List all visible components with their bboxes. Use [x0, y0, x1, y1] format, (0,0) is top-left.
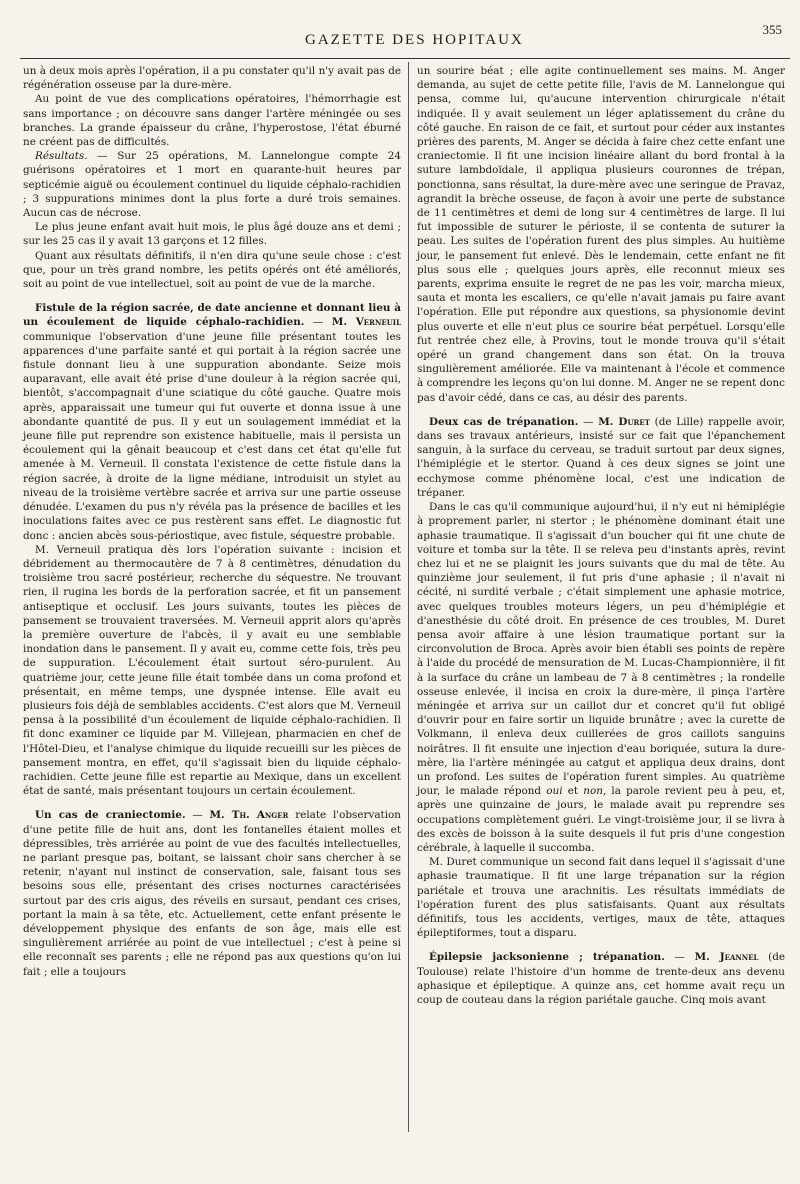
- word-non: non: [583, 785, 603, 798]
- section-text: (de Lille) rappelle avoir, dans ses travaux antérieurs, insisté sur ce fait que l'épanchement sanguin, à la surface du cerveau, se traduit surtout par deux signes, l'hémiplégie et le stertor. Quand à ces deux signes se joint une ecchymose comme phénomène local, c'est une indication de trépaner.: [417, 415, 785, 499]
- author-name: M. Jeannel: [694, 951, 759, 964]
- results-text: — Sur 25 opérations, M. Lannelongue compte 24 guérisons opératoires et 1 mort en quarante-huit heures par septicémie aiguë ou écoulement continuel du liquide céphalo-rachidien ; 3 suppurations minimes dont la plus forte a duré trois semaines. Aucun cas de nécrose.: [23, 150, 401, 220]
- section-title: Épilepsie jacksonienne ; trépanation.: [429, 951, 665, 964]
- paragraph: [417, 500, 785, 855]
- paragraph: M. Verneuil pratiqua dès lors l'opération suivante : incision et débridement au thermocautère de 7 à 8 centimètres, dénudation du troisième trou sacré postérieur, recherche du séquestre. Ne trouvant rien, il rugina les bords de la perforation sacrée, et fit un pansement antiseptique et occlusif. Les jours suivants, toutes les pièces de pansement se trouvaient traversées. M. Verneuil apprit alors qu'après la première ouverture de l'abcès, il y avait eu une semblable inondation dans le pansement. Il y avait eu, comme cette fois, très peu de suppuration. L'écoulement était surtout séro-purulent. Au quatrième jour, cette jeune fille était tombée dans un coma profond et présentait, en même temps, une dyspnée intense. Elle avait eu plusieurs fois déjà de semblables accidents. C'est alors que M. Verneuil pensa à la possibilité d'un écoulement de liquide céphalo-rachidien. Il fit donc examiner ce liquide par M. Villejean, pharmacien en chef de l'Hôtel-Dieu, et l'analyse chimique du liquide recueilli sur les pièces de pansement montra, en effet, qu'il s'agissait bien du liquide céphalo-rachidien. Cette jeune fille est repartie au Mexique, dans un excellent état de santé, mais présentant toujours un certain écoulement.: [23, 543, 401, 798]
- results-label: Résultats.: [35, 150, 88, 163]
- section-text: relate l'observation d'une petite fille de huit ans, dont les fontanelles étaient molles et dépressibles, très arriérée au point de vue des facultés intellectuelles, ne parlant presque pas, boitant, se laissant choir sans chercher à se retenir, n'ayant nul instinct de conservation, sale, faisant tous ses besoins sous elle, présentant des crises nocturnes caractérisées surtout par des cris aigus, des réveils en sursaut, pendant ces crises, portant la main à sa tête, etc. Actuellement, cette enfant présente le développement physique des enfants de son âge, mais elle est singulièrement arriérée au point de vue intellectuel ; c'est à peine si elle reconnaît ses parents ; elle ne répond pas aux questions qu'on lui fait ; elle a toujours: [23, 809, 401, 978]
- paragraph: M. Duret communique un second fait dans lequel il s'agissait d'une aphasie traumatique. Il fit une large trépanation sur la région pariétale et trouva une arachnitis. Les résultats immédiats de l'opération furent des plus satisfaisants. Quant aux résultats définitifs, tous les accidents, vertiges, maux de tête, attaques épileptiformes, tout a disparu.: [417, 856, 785, 940]
- section-jacksonian-epilepsy: Épilepsie jacksonienne ; trépanation. — M. Jeannel (de Toulouse) relate l'histoire d'un homme de trente-deux ans devenu aphasique et épileptique. A quinze ans, cet homme avait reçu un coup de couteau dans la région pariétale gauche. Cinq mois avant: [417, 951, 786, 1006]
- section-text: (de Toulouse) relate l'histoire d'un homme de trente-deux ans devenu aphasique et épileptique. A quinze ans, cet homme avait reçu un coup de couteau dans la région pariétale gauche. Cinq mois avant: [417, 951, 786, 1006]
- author-name: M. Duret: [598, 415, 650, 428]
- paragraph: un sourire béat ; elle agite continuellement ses mains. M. Anger demanda, au sujet de cette petite fille, l'avis de M. Lannelongue qui pensa, comme lui, qu'aucune intervention chirurgicale n'était indiquée. Il y avait seulement un léger aplatissement du crâne du côté gauche. En raison de ce fait, et surtout pour céder aux instantes prières des parents, M. Anger se décida à faire chez cette enfant une craniectomie. Il fit une incision linéaire allant du bord frontal à la suture lambdoïdale, il appliqua plusieurs couronnes de trépan, ponctionna, sans résultat, la dure-mère avec une seringue de Pravaz, agrandit la brèche osseuse, de façon à avoir une perte de substance de 11 centimètres et demi de long sur 4 centimètres de large. Il lui fut impossible de suturer le périoste, il se contenta de suturer la peau. Les suites de l'opération furent des plus simples. Au huitième jour, le pansement fut enlevé. Dès le lendemain, cette enfant ne fit plus sous elle ; quelques jours après, elle reconnut mieux ses parents, exprima ensuite le regret de ne pas les voir, marcha mieux, sauta et monta les escaliers, ce qu'elle n'avait jamais pu faire avant l'opération. Elle put répondre aux questions, sa physionomie devint plus ouverte et elle n'eut plus ce sourire béat perpétuel. Lorsqu'elle fut rentrée chez elle, à Provins, tout le monde trouva qu'il s'était opéré un grand changement dans son état. On la trouva singulièrement améliorée. Elle va maintenant à l'école et commence à comprendre les leçons qu'on lui donne. M. Anger ne se repent donc pas d'avoir cédé, dans ce cas, au désir des parents.: [417, 65, 785, 404]
- section-sacral-fistula: Fistule de la région sacrée, de date ancienne et donnant lieu à un écoulement de liquide céphalo-rachidien. — M. Verneuil communique l'observation d'une jeune fille présentant toutes les apparences d'une parfaite santé et qui portait à la région sacrée une fistule donnant lieu à une suppuration abondante. Seize mois auparavant, elle avait été prise d'une douleur à la région sacrée qui, bientôt, s'accompagnait d'une sciatique du côté gauche. Quatre mois après, apparaissait une tumeur qui fut ouverte et donna issue à une abondante quantité de pus. Il y eut un soulagement immédiat et la jeune fille put reprendre son existence habituelle, mais il persista un écoulement qui la gênait beaucoup et c'est dans cet état qu'elle fut amenée à M. Verneuil. Il constata l'existence de cette fistule dans la région sacrée, à droite de la ligne médiane, introduisit un stylet au niveau de la troisième vertèbre sacrée et arriva sur une partie osseuse dénudée. L'examen du pus n'y révéla pas la présence de bacilles et les inoculations faites avec ce pus restèrent sans effet. Le diagnostic fut donc : ancien abcès sous-périostique, avec fistule, séquestre probable.: [23, 302, 401, 542]
- paragraph: Au point de vue des complications opératoires, l'hémorrhagie est sans importance ; on découvre sans danger l'artère méningée ou ses branches. La grande épaisseur du crâne, l'hyperostose, l'état éburné ne créent pas de difficultés.: [23, 93, 401, 149]
- paragraph: Le plus jeune enfant avait huit mois, le plus âgé douze ans et demi ; sur les 25 cas il y avait 13 garçons et 12 filles.: [23, 221, 401, 248]
- paragraph: [23, 149, 401, 220]
- paragraph-text: Dans le cas qu'il communique aujourd'hui, il n'y eut ni hémiplégie à proprement parler, ni stertor ; le phénomène dominant était une aphasie traumatique. Il s'agissait d'un boucher qui fit une chute de voiture et tomba sur la tête. Il se releva peu d'instants après, revint chez lui et ne se plaignit les jours suivants que du mal de tête. Au quinzième jour seulement, il fut pris d'une aphasie ; il n'avait ni cécité, ni surdité verbale ; c'était simplement une aphasie motrice, avec quelques troubles moteurs légers, un peu d'hémiplégie et d'anesthésie du côté droit. En présence de ces troubles, M. Duret pensa avoir affaire à une lésion traumatique portant sur la circonvolution de Broca. Après avoir bien établi ses points de repère à l'aide du procédé de mensuration de M. Lucas-Championnière, il fit à la surface du crâne un lambeau de 7 à 8 centimètres ; la rondelle osseuse enlevée, il incisa en croix la dure-mère, il pinça l'artère méningée et arriva sur un caillot dur et concret qu'il fut obligé d'ouvrir pour en faire sortir un liquide brunâtre ; avec la curette de Volkmann, il enleva deux cuillerées de gros caillots sanguins noirâtres. Il fit ensuite une injection d'eau boriquée, sutura la dure-mère, lia l'artère méningée au catgut et appliqua deux drains, dont un profond. Les suites de l'opération furent simples. Au quatrième jour, le malade répond: [417, 501, 785, 798]
- column-divider: [408, 62, 409, 1132]
- paragraph-text-end: , la parole revient peu à peu, et, après une quinzaine de jours, le malade avait pu reprendre ses occupations complètement guéri. Le vingt-troisième jour, il se livra à des excès de boisson à la suite desquels il fut pris d'une congestion cérébrale, à laquelle il succomba.: [417, 785, 786, 854]
- page-header: [0, 22, 800, 52]
- page-number: 355: [762, 22, 782, 37]
- section-title: Un cas de craniectomie.: [35, 809, 186, 822]
- section-trepanation: Deux cas de trépanation. — M. Duret (de Lille) rappelle avoir, dans ses travaux antérieurs, insisté sur ce fait que l'épanchement sanguin, à la surface du cerveau, se traduit surtout par deux signes, l'hémiplégie et le stertor. Quand à ces deux signes se joint une ecchymose comme phénomène local, c'est une indication de trépaner.: [417, 415, 785, 499]
- left-column: [23, 64, 401, 979]
- author-name: M. Verneuil: [331, 316, 401, 329]
- word-et: et: [562, 785, 584, 798]
- word-oui: oui: [546, 785, 563, 798]
- paragraph: un à deux mois après l'opération, il a pu constater qu'il n'y avait pas de régénération osseuse par la dure-mère.: [23, 65, 401, 92]
- header-rule: [20, 58, 790, 59]
- section-title: Fistule de la région sacrée, de date ancienne et donnant lieu à un écoulement de liquide céphalo-rachidien.: [23, 302, 401, 329]
- section-craniectomy: Un cas de craniectomie. — M. Th. Anger relate l'observation d'une petite fille de huit ans, dont les fontanelles étaient molles et dépressibles, très arriérée au point de vue des facultés intellectuelles, ne parlant presque pas, boitant, se laissant choir sans chercher à se retenir, n'ayant nul instinct de conservation, sale, faisant tous ses besoins sous elle, présentant des crises nocturnes caractérisées surtout par des cris aigus, des réveils en sursaut, pendant ces crises, portant la main à sa tête, etc. Actuellement, cette enfant présente le développement physique des enfants de son âge, mais elle est singulièrement arriérée au point de vue intellectuel ; c'est à peine si elle reconnaît ses parents ; elle ne répond pas aux questions qu'on lui fait ; elle a toujours: [23, 809, 401, 978]
- section-text: communique l'observation d'une jeune fille présentant toutes les apparences d'une parfaite santé et qui portait à la région sacrée une fistule donnant lieu à une suppuration abondante. Seize mois auparavant, elle avait été prise d'une douleur à la région sacrée qui, bientôt, s'accompagnait d'une sciatique du côté gauche. Quatre mois après, apparaissait une tumeur qui fut ouverte et donna issue à une abondante quantité de pus. Il y eut un soulagement immédiat et la jeune fille put reprendre son existence habituelle, mais il persista un écoulement qui la gênait beaucoup et c'est dans cet état qu'elle fut amenée à M. Verneuil. Il constata l'existence de cette fistule dans la région sacrée, à droite de la ligne médiane, introduisit un stylet au niveau de la troisième vertèbre sacrée et arriva sur une partie osseuse dénudée. L'examen du pus n'y révéla pas la présence de bacilles et les inoculations faites avec ce pus restèrent sans effet. Le diagnostic fut donc : ancien abcès sous-périostique, avec fistule, séquestre probable.: [23, 330, 401, 542]
- journal-title: GAZETTE DES HOPITAUX: [305, 32, 524, 48]
- section-title: Deux cas de trépanation.: [429, 415, 579, 428]
- author-name: M. Th. Anger: [209, 809, 289, 822]
- paragraph: Quant aux résultats définitifs, il n'en dira qu'une seule chose : c'est que, pour un très grand nombre, les petits opérés ont été améliorés, soit au point de vue intellectuel, soit au point de vue de la marche.: [23, 249, 401, 291]
- right-column: [417, 64, 785, 1007]
